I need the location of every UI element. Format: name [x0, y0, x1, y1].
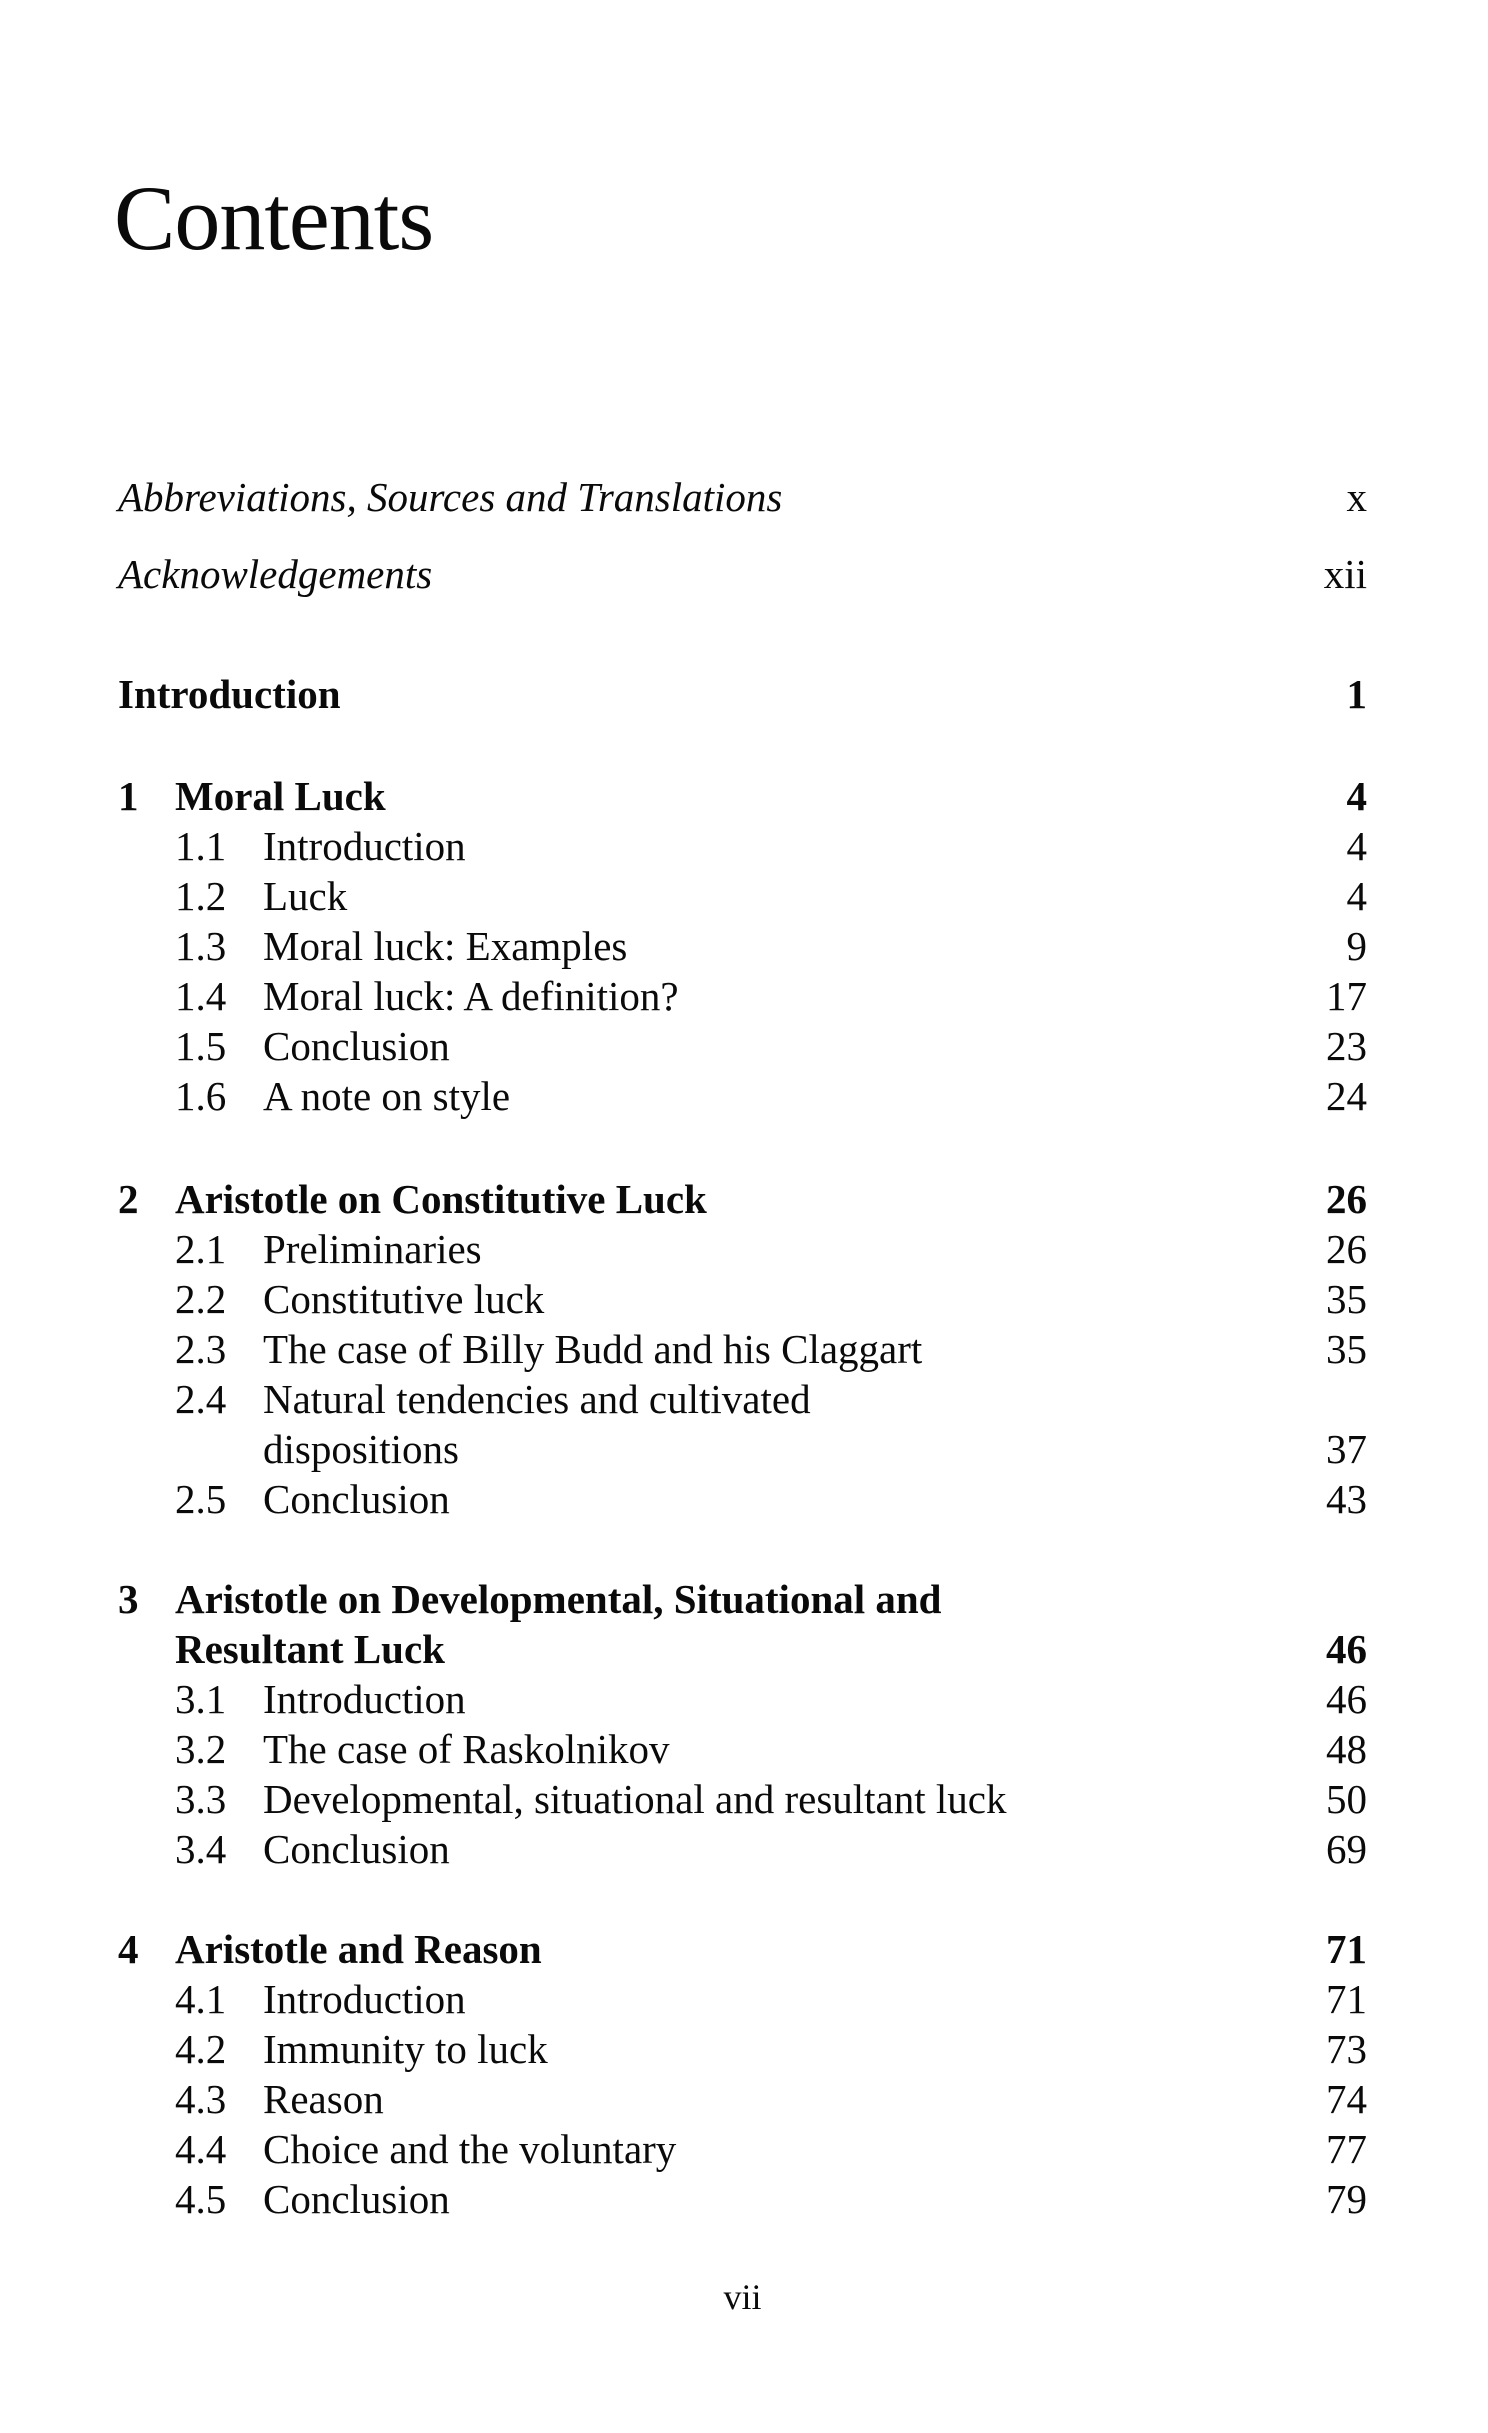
- section-row: [118, 1824, 1367, 1874]
- section-title: Preliminaries: [263, 1226, 482, 1272]
- section-row: [118, 1474, 1367, 1524]
- chapter-title: Moral Luck: [175, 773, 386, 819]
- page-number: 77: [1326, 2126, 1367, 2172]
- chapter-heading-row: [118, 1574, 1367, 1624]
- section-number: 4.4: [175, 2126, 227, 2172]
- section-row: [118, 821, 1367, 871]
- section-title: Luck: [263, 873, 348, 919]
- section-row: [118, 1974, 1367, 2024]
- page-number: 48: [1326, 1726, 1367, 1772]
- introduction-row: [118, 669, 1367, 719]
- chapter-heading-row: [118, 1924, 1367, 1974]
- section-row: [118, 971, 1367, 1021]
- section-number: 2.1: [175, 1226, 227, 1272]
- page-number: 1: [1346, 671, 1367, 717]
- page-number: 43: [1326, 1476, 1367, 1522]
- section-number: 4.5: [175, 2176, 227, 2222]
- section-title: Reason: [263, 2076, 384, 2122]
- section-row: [118, 2174, 1367, 2224]
- section-title: Introduction: [263, 823, 466, 869]
- front-matter-label: Abbreviations, Sources and Translations: [118, 474, 783, 520]
- section-title: Natural tendencies and cultivated: [263, 1376, 811, 1422]
- section-number: 2.3: [175, 1326, 227, 1372]
- introduction-label: Introduction: [118, 671, 341, 717]
- section-title: Conclusion: [263, 1476, 450, 1522]
- page-number: 46: [1326, 1676, 1367, 1722]
- page-number: 23: [1326, 1023, 1367, 1069]
- section-row: [118, 1774, 1367, 1824]
- page-number: 37: [1326, 1426, 1367, 1472]
- section-number: 1.3: [175, 923, 227, 969]
- folio-page-number: vii: [723, 2277, 762, 2317]
- page-number: 9: [1346, 923, 1367, 969]
- chapter-heading-row: [118, 1174, 1367, 1224]
- section-title: Immunity to luck: [263, 2026, 548, 2072]
- section-number: 1.6: [175, 1073, 227, 1119]
- chapter-block: [118, 771, 1367, 1121]
- section-title: Constitutive luck: [263, 1276, 545, 1322]
- section-row: [118, 1224, 1367, 1274]
- page-number: 24: [1326, 1073, 1367, 1119]
- section-number: 2.2: [175, 1276, 227, 1322]
- section-row-continuation: [118, 1424, 1367, 1474]
- section-number: 4.1: [175, 1976, 227, 2022]
- section-number: 4.3: [175, 2076, 227, 2122]
- section-row: [118, 1724, 1367, 1774]
- section-row: [118, 2074, 1367, 2124]
- chapter-title-line2: Resultant Luck: [175, 1626, 445, 1672]
- section-title: Moral luck: A definition?: [263, 973, 679, 1019]
- chapter-number: 4: [118, 1926, 139, 1972]
- section-row: [118, 1324, 1367, 1374]
- page-number: 4: [1346, 823, 1367, 869]
- page-number: 4: [1346, 773, 1367, 819]
- page-number: 71: [1326, 1926, 1367, 1972]
- page-number: 50: [1326, 1776, 1367, 1822]
- section-title: Conclusion: [263, 1023, 450, 1069]
- page-number: 4: [1346, 873, 1367, 919]
- section-number: 3.3: [175, 1776, 227, 1822]
- page-number: 17: [1326, 973, 1367, 1019]
- section-title: Introduction: [263, 1676, 466, 1722]
- page-number: 69: [1326, 1826, 1367, 1872]
- section-number: 1.5: [175, 1023, 227, 1069]
- page-number: 35: [1326, 1326, 1367, 1372]
- section-row: [118, 921, 1367, 971]
- section-title-line2: dispositions: [263, 1426, 459, 1472]
- section-number: 1.2: [175, 873, 227, 919]
- section-row: [118, 1674, 1367, 1724]
- section-title: Conclusion: [263, 1826, 450, 1872]
- chapter-heading-row: [118, 771, 1367, 821]
- section-number: 2.5: [175, 1476, 227, 1522]
- page-number: 71: [1326, 1976, 1367, 2022]
- page-number: 73: [1326, 2026, 1367, 2072]
- page-number: 79: [1326, 2176, 1367, 2222]
- page-title: Contents: [114, 167, 434, 269]
- section-title: Introduction: [263, 1976, 466, 2022]
- section-title: Developmental, situational and resultant luck: [263, 1776, 1007, 1822]
- section-number: 1.4: [175, 973, 227, 1019]
- section-title: Choice and the voluntary: [263, 2126, 677, 2172]
- section-number: 4.2: [175, 2026, 227, 2072]
- section-row: [118, 2124, 1367, 2174]
- front-matter-row: [118, 472, 1367, 522]
- section-title: Conclusion: [263, 2176, 450, 2222]
- chapter-number: 2: [118, 1176, 139, 1222]
- page-number: 26: [1326, 1176, 1367, 1222]
- section-row: [118, 1274, 1367, 1324]
- section-title: A note on style: [263, 1073, 511, 1119]
- chapter-heading-row-continuation: [118, 1624, 1367, 1674]
- page-number: x: [1346, 474, 1367, 520]
- chapter-title: Aristotle on Developmental, Situational and: [175, 1576, 942, 1622]
- section-row: [118, 2024, 1367, 2074]
- section-number: 3.4: [175, 1826, 227, 1872]
- chapter-title: Aristotle and Reason: [175, 1926, 542, 1972]
- page-number: 74: [1326, 2076, 1367, 2122]
- section-row: [118, 1374, 1367, 1424]
- section-title: Moral luck: Examples: [263, 923, 628, 969]
- section-row: [118, 1071, 1367, 1121]
- section-number: 1.1: [175, 823, 227, 869]
- chapter-block: [118, 1924, 1367, 2224]
- chapter-block: [118, 1574, 1367, 1874]
- chapter-number: 3: [118, 1576, 139, 1622]
- section-number: 3.2: [175, 1726, 227, 1772]
- section-row: [118, 1021, 1367, 1071]
- section-title: The case of Billy Budd and his Claggart: [263, 1326, 923, 1372]
- section-number: 2.4: [175, 1376, 227, 1422]
- page-number: 26: [1326, 1226, 1367, 1272]
- chapter-title: Aristotle on Constitutive Luck: [175, 1176, 707, 1222]
- page-number: 46: [1326, 1626, 1367, 1672]
- page-number: xii: [1323, 551, 1367, 597]
- section-row: [118, 871, 1367, 921]
- section-number: 3.1: [175, 1676, 227, 1722]
- front-matter-label: Acknowledgements: [118, 551, 433, 597]
- chapter-block: [118, 1174, 1367, 1524]
- chapter-number: 1: [118, 773, 139, 819]
- section-title: The case of Raskolnikov: [263, 1726, 670, 1772]
- table-of-contents: [118, 472, 1367, 2224]
- page-number: 35: [1326, 1276, 1367, 1322]
- front-matter-row: [118, 549, 1367, 599]
